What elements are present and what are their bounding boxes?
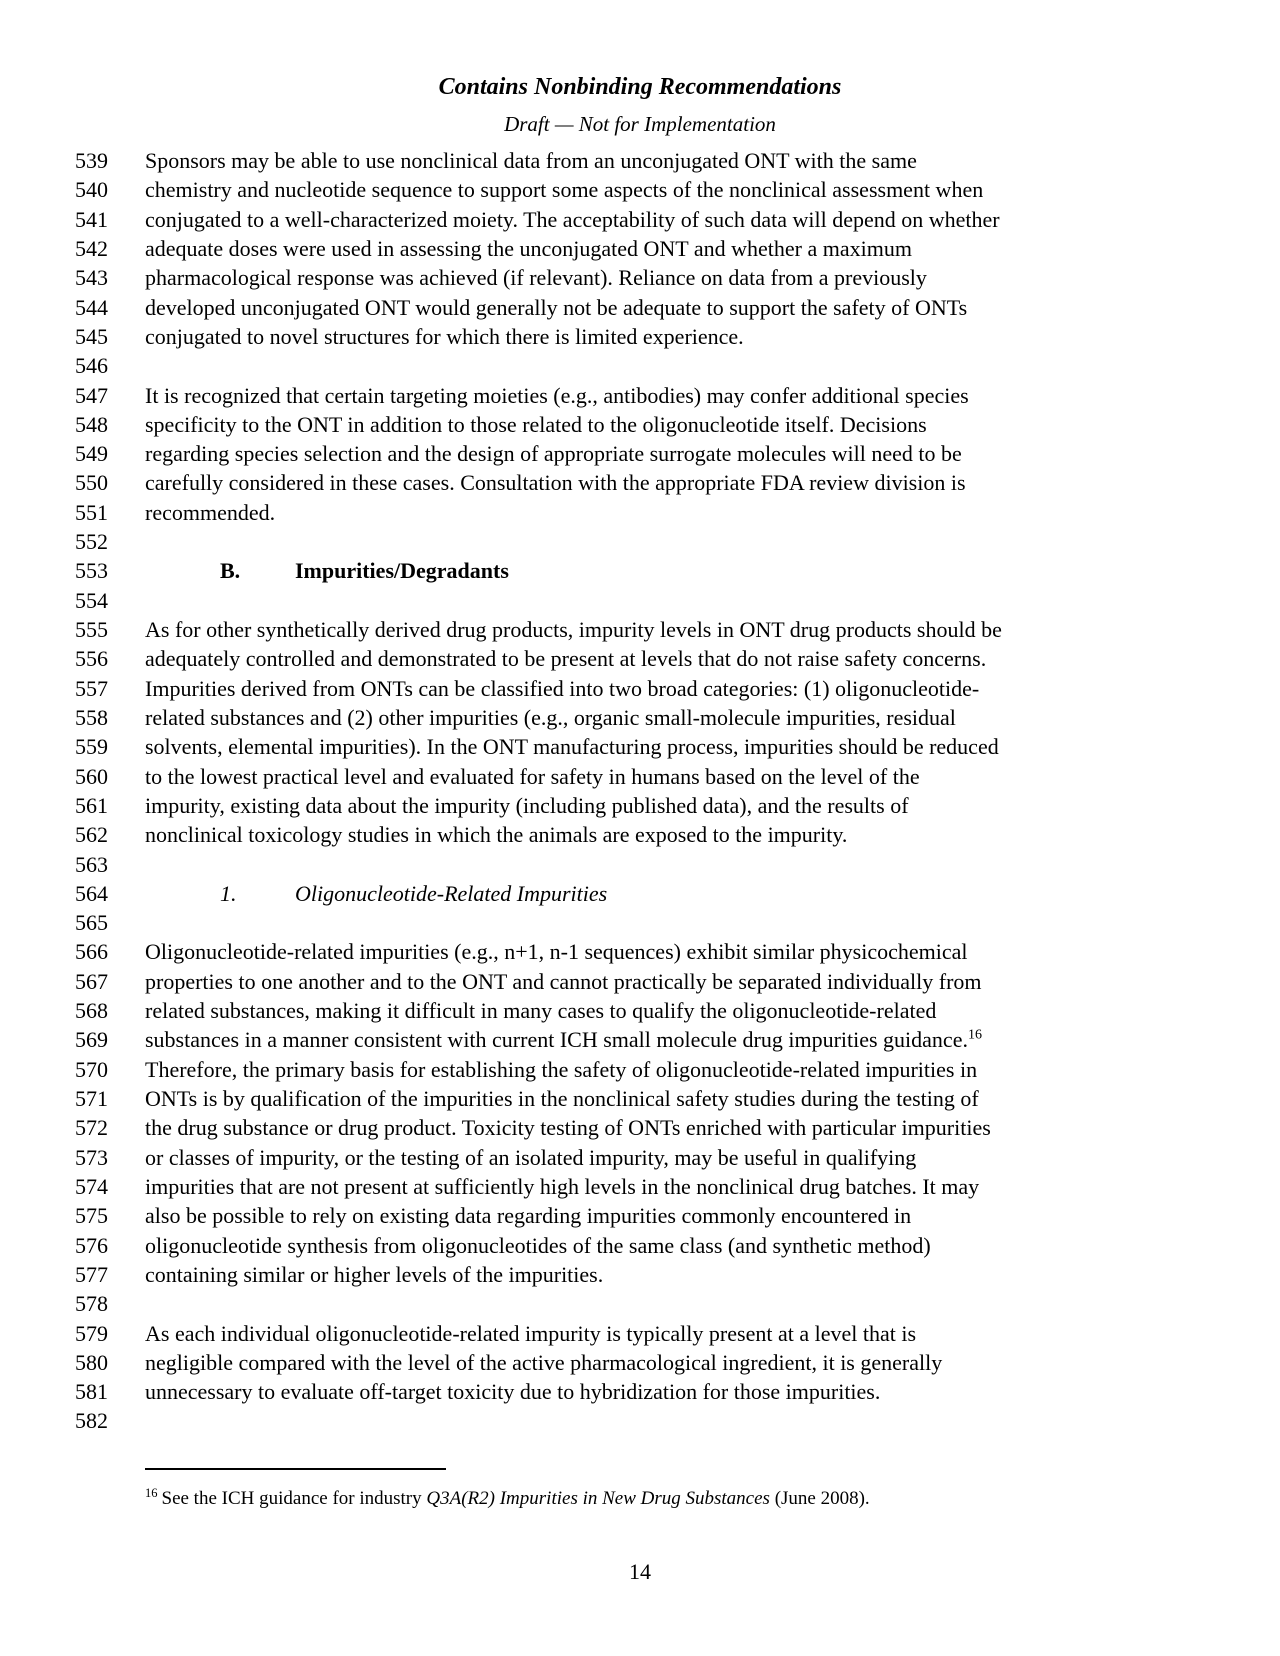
line-text: developed unconjugated ONT would generally not be adequate to support the safety of ONTs [145,294,968,320]
line-text: related substances and (2) other impurities (e.g., organic small-molecule impurities, residual [145,704,956,730]
line-number: 543 [75,265,108,291]
line-number: 568 [75,998,108,1024]
line-number: 551 [75,499,108,525]
line-text: containing similar or higher levels of the impurities. [145,1261,604,1287]
heading-text: Impurities/Degradants [295,558,509,584]
line-number: 569 [75,1027,108,1053]
text-line [0,674,1280,703]
text-line [0,791,1280,820]
section-heading-line [0,556,1280,585]
line-text: Impurities derived from ONTs can be classified into two broad categories: (1) oligonucleotide- [145,675,980,701]
line-number: 563 [75,851,108,877]
line-text: to the lowest practical level and evaluated for safety in humans based on the level of the [145,763,920,789]
line-number: 572 [75,1115,108,1141]
line-number: 578 [75,1291,108,1317]
line-text: solvents, elemental impurities). In the ONT manufacturing process, impurities should be reduced [145,734,999,760]
line-text: impurities that are not present at sufficiently high levels in the nonclinical drug batches. It may [145,1173,980,1199]
text-line [0,468,1280,497]
text-line [0,439,1280,468]
line-number: 575 [75,1203,108,1229]
text-line [0,234,1280,263]
line-number: 565 [75,910,108,936]
line-text: It is recognized that certain targeting moieties (e.g., antibodies) may confer additional species [145,382,969,408]
line-text: specificity to the ONT in addition to those related to the oligonucleotide itself. Decisions [145,411,927,437]
footnote-separator [145,1468,446,1470]
line-text: properties to one another and to the ONT and cannot practically be separated individually from [145,968,982,994]
line-text: adequate doses were used in assessing the unconjugated ONT and whether a maximum [145,235,912,261]
heading-label: 1. [220,880,237,906]
blank-line [0,1289,1280,1318]
blank-line [0,908,1280,937]
line-number: 574 [75,1173,108,1199]
line-number: 580 [75,1349,108,1375]
line-text: oligonucleotide synthesis from oligonucleotides of the same class (and synthetic method) [145,1232,931,1258]
line-number: 577 [75,1261,108,1287]
blank-line [0,527,1280,556]
section-heading-line [0,879,1280,908]
document-subheader: Draft — Not for Implementation [504,112,776,136]
line-text: adequately controlled and demonstrated to be present at levels that do not raise safety concerns. [145,646,987,672]
line-number: 550 [75,470,108,496]
line-number: 579 [75,1320,108,1346]
text-line [0,1319,1280,1348]
document-header: Contains Nonbinding Recommendations [438,74,842,100]
text-line [0,205,1280,234]
line-text: conjugated to a well-characterized moiety. The acceptability of such data will depend on whether [145,206,1000,232]
line-number: 570 [75,1056,108,1082]
line-number: 546 [75,353,108,379]
line-number: 539 [75,148,108,173]
line-number: 548 [75,411,108,437]
line-text: impurity, existing data about the impurity (including published data), and the results of [145,792,909,818]
text-line [0,1025,1280,1054]
line-number: 562 [75,822,108,848]
footnote [145,1487,1135,1511]
line-text: unnecessary to evaluate off-target toxicity due to hybridization for those impurities. [145,1379,881,1405]
text-line [0,820,1280,849]
text-line [0,1172,1280,1201]
blank-line [0,586,1280,615]
footnote-text-post: (June 2008). [769,1488,870,1509]
line-number: 553 [75,558,108,584]
line-number: 557 [75,675,108,701]
text-line [0,263,1280,292]
text-line [0,1113,1280,1142]
line-text: Oligonucleotide-related impurities (e.g., n+1, n-1 sequences) exhibit similar physicochemical [145,939,968,965]
line-number: 558 [75,704,108,730]
text-line [0,1377,1280,1406]
text-line [0,293,1280,322]
line-text: ONTs is by qualification of the impurities in the nonclinical safety studies during the testing of [145,1086,979,1111]
text-line [0,732,1280,761]
heading-label: B. [220,558,241,584]
line-number: 541 [75,206,108,232]
line-number: 545 [75,323,108,349]
line-text: substances in a manner consistent with current ICH small molecule drug impurities guidance.$^{16}$ [145,1027,982,1053]
footnote-text-pre: See the ICH guidance for industry [161,1488,427,1509]
heading-text: Oligonucleotide-Related Impurities [295,880,608,906]
line-text: the drug substance or drug product. Toxicity testing of ONTs enriched with particular impurities [145,1115,991,1141]
text-line [0,410,1280,439]
footnote-guidance-title: Q3A(R2) Impurities in New Drug Substances [426,1488,770,1509]
document-lines [0,146,1280,1436]
text-line [0,175,1280,204]
line-number: 571 [75,1086,108,1111]
text-line [0,762,1280,791]
line-text: As for other synthetically derived drug products, impurity levels in ONT drug products should be [145,617,1002,642]
text-line [0,1348,1280,1377]
line-text: Sponsors may be able to use nonclinical data from an unconjugated ONT with the same [145,148,917,173]
line-number: 560 [75,763,108,789]
line-number: 559 [75,734,108,760]
line-text: Therefore, the primary basis for establishing the safety of oligonucleotide-related impurities in [145,1056,978,1082]
line-text: regarding species selection and the design of appropriate surrogate molecules will need to be [145,441,962,467]
line-text: carefully considered in these cases. Consultation with the appropriate FDA review division is [145,470,966,496]
line-number: 566 [75,939,108,965]
line-number: 573 [75,1144,108,1170]
text-line [0,967,1280,996]
text-line [0,644,1280,673]
line-number: 544 [75,294,108,320]
line-number: 582 [75,1408,108,1434]
text-line [0,615,1280,644]
text-line [0,1084,1280,1113]
line-number: 549 [75,441,108,467]
footnote-reference: 16 [967,1028,982,1044]
line-text: negligible compared with the level of the active pharmacological ingredient, it is generally [145,1349,943,1375]
footnote-marker: 16 [145,1485,158,1500]
text-line [0,1143,1280,1172]
page-number: 14 [629,1559,651,1584]
text-line [0,1260,1280,1289]
line-text: As each individual oligonucleotide-related impurity is typically present at a level that is [145,1320,916,1346]
text-line [0,996,1280,1025]
line-text: conjugated to novel structures for which there is limited experience. [145,323,744,349]
text-line [0,322,1280,351]
text-line [0,381,1280,410]
line-number: 547 [75,382,108,408]
text-line [0,703,1280,732]
blank-line [0,850,1280,879]
line-text: nonclinical toxicology studies in which the animals are exposed to the impurity. [145,822,848,848]
blank-line [0,1406,1280,1435]
line-number: 555 [75,617,108,642]
line-number: 542 [75,235,108,261]
text-line [0,1231,1280,1260]
line-number: 552 [75,529,108,555]
line-number: 556 [75,646,108,672]
text-line [0,498,1280,527]
text-line [0,937,1280,966]
text-line [0,1055,1280,1084]
line-text: related substances, making it difficult in many cases to qualify the oligonucleotide-related [145,998,937,1024]
line-number: 540 [75,177,108,203]
line-text: or classes of impurity, or the testing of an isolated impurity, may be useful in qualifying [145,1144,917,1170]
line-number: 561 [75,792,108,818]
text-line [0,146,1280,175]
line-text: pharmacological response was achieved (if relevant). Reliance on data from a previously [145,265,927,291]
line-number: 567 [75,968,108,994]
line-text: recommended. [145,499,276,525]
text-line [0,1201,1280,1230]
line-text: also be possible to rely on existing data regarding impurities commonly encountered in [145,1203,912,1229]
line-text: chemistry and nucleotide sequence to support some aspects of the nonclinical assessment when [145,177,984,203]
line-number: 576 [75,1232,108,1258]
line-number: 554 [75,587,108,613]
line-number: 581 [75,1379,108,1405]
blank-line [0,351,1280,380]
line-number: 564 [75,880,108,906]
